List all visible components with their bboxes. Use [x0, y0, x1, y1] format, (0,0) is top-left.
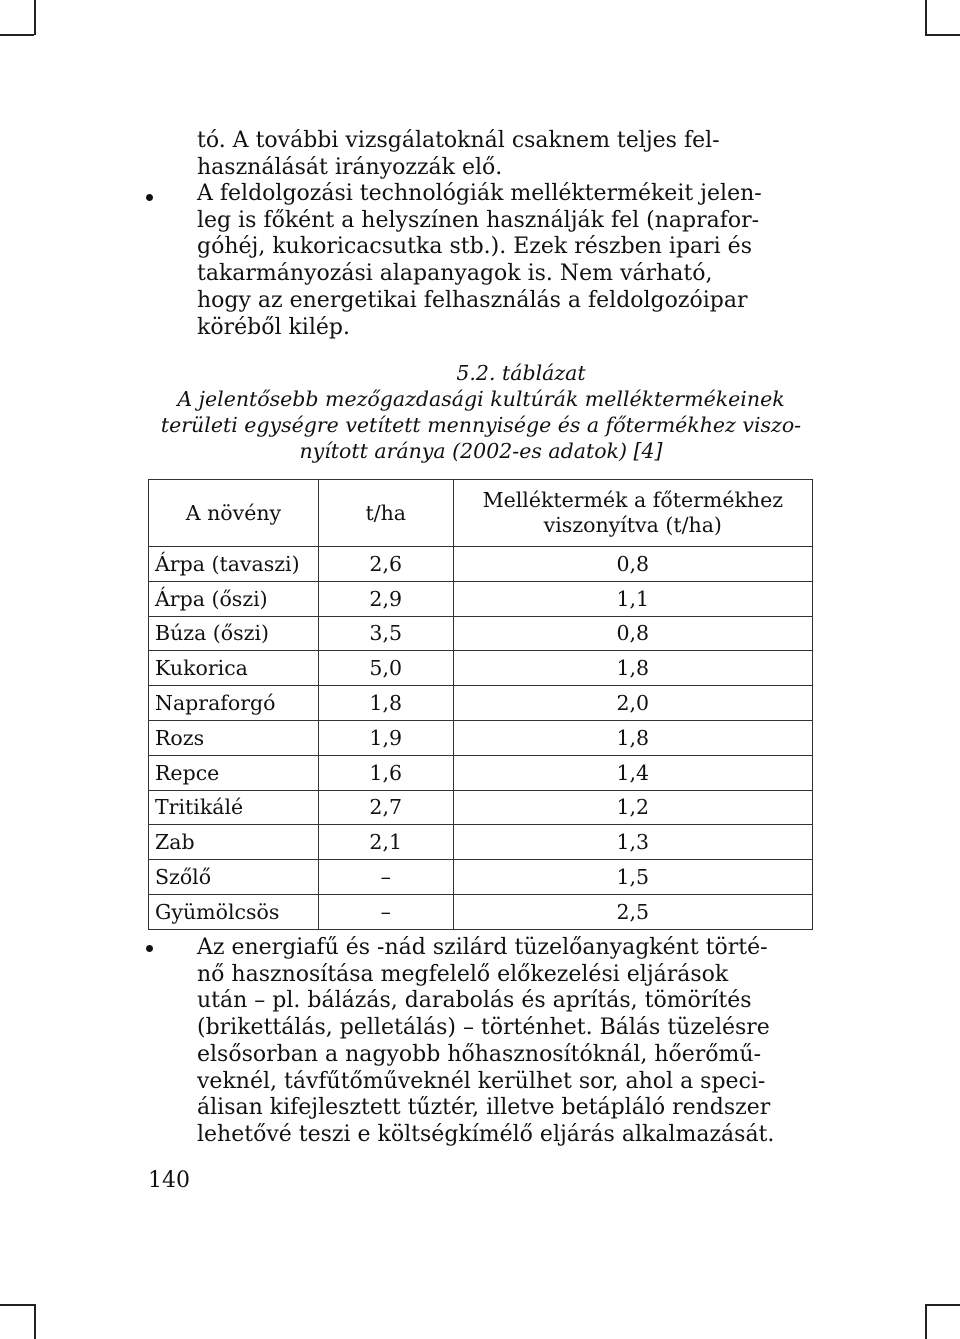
text-line: Az energiafű és -nád szilárd tüzelőanyagként törté- [197, 935, 768, 960]
crop-mark-top-right [925, 0, 927, 35]
cell-ratio: 1,4 [453, 755, 812, 790]
table-row [149, 790, 813, 825]
header-ratio-line: viszonyítva (t/ha) [543, 513, 722, 537]
cell-plant: Szőlő [149, 860, 319, 895]
cell-plant: Kukorica [149, 651, 319, 686]
cell-tha: 5,0 [318, 651, 453, 686]
cell-plant: Árpa (tavaszi) [149, 547, 319, 582]
bullet-icon [146, 945, 153, 952]
table-header-row [149, 480, 813, 547]
cell-tha: 2,9 [318, 581, 453, 616]
cell-ratio: 0,8 [453, 547, 812, 582]
page-number: 140 [148, 1168, 190, 1193]
paragraph-continuation [197, 128, 813, 181]
caption-line: A jelentősebb mezőgazdasági kultúrák melléktermékeinek [177, 387, 785, 411]
table-row [149, 581, 813, 616]
crop-mark-bottom-left [34, 1304, 36, 1339]
table-row [149, 825, 813, 860]
table-number: 5.2. táblázat [456, 361, 586, 385]
cell-tha: 1,9 [318, 720, 453, 755]
cell-ratio: 1,1 [453, 581, 812, 616]
text-line: tó. A további vizsgálatoknál csaknem teljes fel- [197, 128, 720, 153]
crop-mark-bottom-right [925, 1304, 960, 1306]
crop-byproduct-table [148, 479, 813, 930]
cell-tha: 3,5 [318, 616, 453, 651]
crop-mark-top-left [34, 0, 36, 35]
header-ratio [453, 480, 812, 547]
cell-ratio: 0,8 [453, 616, 812, 651]
table-row [149, 860, 813, 895]
caption-line: területi egységre vetített mennyisége és a főtermékhez viszo- [160, 413, 802, 437]
header-tha: t/ha [318, 480, 453, 547]
text-line: góhéj, kukoricacsutka stb.). Ezek részben ipari és [197, 234, 752, 260]
table-row [149, 651, 813, 686]
cell-plant: Napraforgó [149, 686, 319, 721]
cell-plant: Rozs [149, 720, 319, 755]
bullet-icon [146, 194, 153, 201]
text-line: elsősorban a nagyobb hőhasznosítóknál, hőerőmű- [197, 1041, 762, 1067]
text-line: hogy az energetikai felhasználás a feldolgozóipar [197, 287, 748, 313]
cell-plant: Búza (őszi) [149, 616, 319, 651]
cell-tha: 2,6 [318, 547, 453, 582]
cell-tha: 1,6 [318, 755, 453, 790]
crop-mark-bottom-right [925, 1304, 927, 1339]
text-line: köréből kilép. [197, 314, 350, 340]
cell-ratio: 1,8 [453, 720, 812, 755]
caption-line: nyított aránya (2002-es adatok) [4] [299, 439, 663, 463]
text-line: takarmányozási alapanyagok is. Nem várható, [197, 261, 713, 287]
cell-tha: – [318, 894, 453, 929]
crop-mark-bottom-left [0, 1304, 34, 1306]
bullet-paragraph-2 [197, 935, 813, 1149]
text-line: nő hasznosítása megfelelő előkezelési eljárások [197, 961, 729, 987]
text-line: veknél, távfűtőműveknél kerülhet sor, ahol a speci- [197, 1068, 766, 1094]
text-line: leg is főként a helyszínen használják fel (naprafor- [197, 207, 760, 233]
table-row [149, 720, 813, 755]
table-caption [148, 360, 814, 464]
cell-tha: 1,8 [318, 686, 453, 721]
table-row [149, 547, 813, 582]
text-line: után – pl. bálázás, darabolás és aprítás, tömörítés [197, 988, 752, 1014]
text-line: álisan kifejlesztett tűztér, illetve betápláló rendszer [197, 1095, 771, 1121]
cell-ratio: 1,3 [453, 825, 812, 860]
cell-plant: Gyümölcsös [149, 894, 319, 929]
text-line: (brikettálás, pelletálás) – történhet. Bálás tüzelésre [197, 1015, 770, 1041]
header-plant: A növény [149, 480, 319, 547]
cell-ratio: 1,5 [453, 860, 812, 895]
table-row [149, 686, 813, 721]
header-ratio-line: Melléktermék a főtermékhez [482, 488, 784, 512]
cell-plant: Zab [149, 825, 319, 860]
cell-tha: 2,7 [318, 790, 453, 825]
cell-ratio: 1,2 [453, 790, 812, 825]
cell-ratio: 1,8 [453, 651, 812, 686]
cell-plant: Repce [149, 755, 319, 790]
table-row [149, 755, 813, 790]
crop-mark-top-right [925, 34, 960, 36]
cell-ratio: 2,5 [453, 894, 812, 929]
crop-mark-top-left [0, 34, 34, 36]
text-line: használását irányozzák elő. [197, 154, 503, 180]
cell-ratio: 2,0 [453, 686, 812, 721]
bullet-paragraph-1 [197, 181, 813, 341]
cell-plant: Árpa (őszi) [149, 581, 319, 616]
text-line: A feldolgozási technológiák melléktermékeit jelen- [197, 181, 762, 206]
cell-plant: Tritikálé [149, 790, 319, 825]
table-row [149, 894, 813, 929]
text-line: lehetővé teszi e költségkímélő eljárás alkalmazását. [197, 1121, 775, 1147]
table-row [149, 616, 813, 651]
cell-tha: 2,1 [318, 825, 453, 860]
cell-tha: – [318, 860, 453, 895]
